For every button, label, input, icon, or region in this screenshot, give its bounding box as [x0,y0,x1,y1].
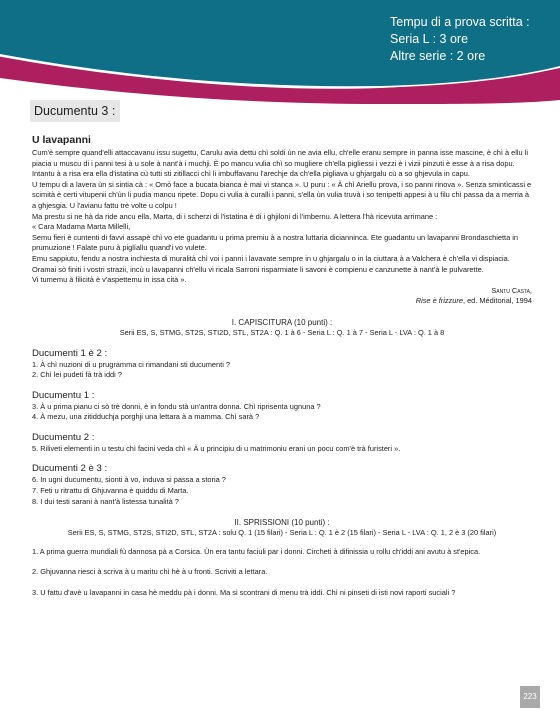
question: 3. À u prima pianu ci sò trè donni, è in fondu stà un'antra donna. Chì riprisenta ugnuna ? [32,401,321,411]
question-group-heading: Ducumentu 1 : [32,389,95,401]
text-paragraph: Emu sappiutu, fendu a nostra inchiesta di muralità chì voi i panni i lavavate sempre in u ghjargalu o in la ciuttara à a Valchera è ch'ella vi dispiacia. Oramai sò finiti i vostri strazii, incù u lavapanni ch'ellu vi ricala Sarroni risparmiate li savoni è compienu e canzunette à nant'à le pulvarette. [32,253,510,274]
document-label: Ducumentu 3 : [30,100,120,122]
duration-line-1: Tempu di a prova scritta : [390,15,530,29]
text-signature [32,286,532,307]
text-paragraph: Vi tumemu à filicità è v'aspettemu in issa cità ». [32,275,187,285]
book-citation [32,296,532,307]
question: 2. Chì lei pudeti fà trà iddi ? [32,370,122,380]
text-paragraph: Ma prestu si ne hà da ride ancu ella, Marta, di i scherzi di l'istatina è di i ghjiloni di l'imbernu. A lettera l'hà ricevuta arrimane : [32,211,438,221]
question: 6. In ugni ducumentu, sionti à vo, induva si passa a storia ? [32,475,226,485]
question-group-heading: Ducumenti 1 è 2 : [32,347,108,359]
book-title: Rise è frizzure [415,296,463,306]
question: 1. À chì nuzioni di u prugramma ci rimandani sti ducumenti ? [32,359,230,369]
text-paragraph: « Cara Madama Marta Millelli, [32,222,131,232]
part2-subtitle: Serii ES, S, STMG, ST2S, STI2D, STL, ST2A : solu Q. 1 (15 filari) - Seria L : Q. 1 è 2 (15 filari) - Seria L - LVA : Q. 1, 2 è 3 (20 filari) [67,528,497,538]
author-name: Santu Casta, [491,285,532,295]
book-publisher: , ed. Méditorial, 1994 [462,296,532,306]
duration-line-3: Altre serie : 2 ore [390,49,486,63]
text-paragraph: Cum'è sempre quand'elli attaccavanu issu sugettu, Carulu avia dettu chì soldi ùn ne avia ellu, ch'elle eranu sempre in panna isse mascine, è chì à ellu li piacia u muscu di i panni tesi à u sole à nant'à i muchji. È po mancu vulia chì so mugliere ch'ella pigliessi i vezzi è i vizii pinzuti è esse à a risa dopu. [32,148,528,168]
part1-title: I. CAPISCITURA (10 punti) : [231,317,333,327]
question: 4. À mezu, una zitidduchja porghji una lettara à a mamma. Chì sarà ? [32,412,260,422]
text-title: U lavapanni [32,134,91,146]
text-paragraph: Intantu à a risa era ella d'istatina cù tutti sti zitillacci chì li imbuffavanu l'arechje da ch'ella pigliava u ghjargalu cù a so ghjevula in capu. [32,169,470,179]
question-group-heading: Ducumenti 2 è 3 : [32,463,108,475]
writing-task: 1. A prima guerra mundiali fù dannosa pà a Corsica. Ùn era tantu faciuli par i donni. Circheti à difinissia u rollu ch'iddi ani avutu à st'epica. [32,546,481,556]
question: 8. I dui testi sarani à nant'à listessa tunalità ? [32,496,179,506]
part1-subtitle: Serii ES, S, STMG, ST2S, STI2D, STL, ST2A : Q. 1 à 6 - Seria L : Q. 1 à 7 - Seria L - LVA : Q. 1 à 8 [119,327,445,337]
question: 5. Riliveti elementi in u testu chì facini veda chì « À u principiu di u matrimoniu erani un pocu com'è trà furisteri ». [32,443,401,453]
text-paragraph: U tempu di a lavera ùn si sintia cà : « Omò face a bucata bianca è mai vi stanca ». U puru : « À chì Ariellu prova, i so panni rinova ». Senza smintìcassi e scimità è certi vitupenii ch'ùn li pudia mancu ripete. Dopu ci vulia à curalli i panni, s'ella ùn vulia truvà i so tenipetti appesi à u filu chì passa da a merria à a ghjesgia. U l'avianu fattu trè volte u colpu ! [32,179,532,210]
page-content [32,134,532,609]
writing-task: 3. U fattu d'avè u lavapanni in casa hè meddu pà i donni. Ma si scontrani di menu trà iddi. Chì ni pinseti di isti novi raporti suciali ? [32,588,456,598]
part2-title: II. SPRISSIONI (10 punti) : [234,518,330,528]
question: 7. Feti u ritrattu di Ghjuvanna è quiddu di Marta. [32,486,189,496]
text-paragraph: Semu fieri è cuntenti di favvi assapè chì vo ete guadantu u prima premiu à a nostra luttaria dicianninca. Ete guadantu un lavapanni Brondaschietta in prumuzione ! Falate puru à piglíallu quand'i vo vulete. [32,232,519,253]
writing-task: 2. Ghjuvanna riesci à scriva à u maritu chì hè à u fronti. Scriviti a lettara. [32,567,268,577]
duration-line-2: Seria L : 3 ore [390,32,469,46]
question-group-heading: Ducumentu 2 : [32,431,95,443]
page-number: 223 [520,686,540,708]
page-header [0,0,560,110]
exam-duration-info [390,14,540,65]
